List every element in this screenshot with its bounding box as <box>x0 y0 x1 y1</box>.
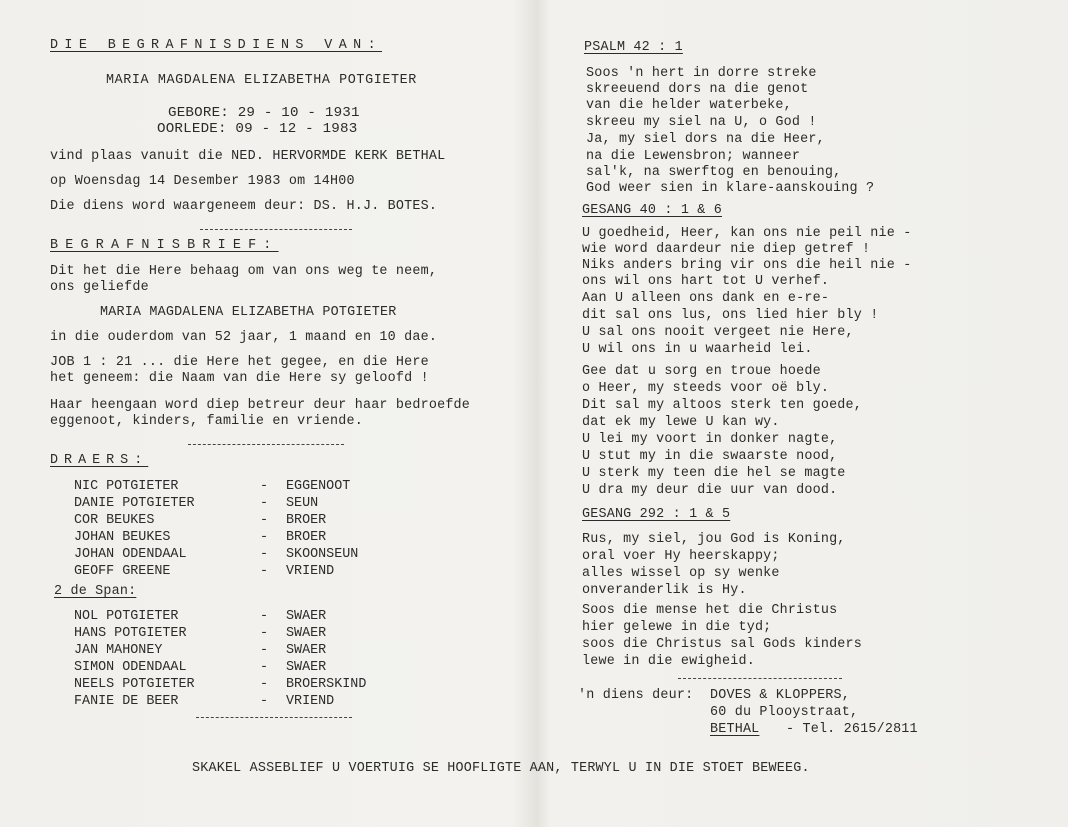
undertaker-town: BETHAL <box>710 722 760 737</box>
bearer-separator: - <box>260 694 269 709</box>
verse-line: Rus, my siel, jou God is Koning, <box>582 532 846 547</box>
bearer-separator: - <box>260 643 269 658</box>
bearer-separator: - <box>260 530 269 545</box>
verse-line: U sal ons nooit vergeet nie Here, <box>582 325 854 340</box>
officiant: Die diens word waargeneem deur: DS. H.J. BOTES. <box>50 199 438 214</box>
bearer-relation: SKOONSEUN <box>286 547 359 562</box>
undertaker-name: DOVES & KLOPPERS, <box>710 688 851 703</box>
divider <box>196 717 352 718</box>
verse-line: wie word daardeur nie diep getref ! <box>582 242 871 257</box>
deceased-name: MARIA MAGDALENA ELIZABETHA POTGIETER <box>106 73 417 88</box>
bearer-separator: - <box>260 609 269 624</box>
verse-line: soos die Christus sal Gods kinders <box>582 637 863 652</box>
verse-line: U lei my voort in donker nagte, <box>582 432 838 447</box>
verse-line: Soos die mense het die Christus <box>582 603 838 618</box>
bearer-separator: - <box>260 479 269 494</box>
verse-line: ons wil ons hart tot U verhef. <box>582 274 830 289</box>
verse-line: skreeu my siel na U, o God ! <box>586 115 817 130</box>
verse-line: o Heer, my steeds voor oë bly. <box>582 381 830 396</box>
birth-date: GEBORE: 29 - 10 - 1931 <box>168 105 360 121</box>
gesang-40-heading: GESANG 40 : 1 & 6 <box>582 203 723 218</box>
letter-line: ons geliefde <box>50 280 149 295</box>
divider <box>188 444 344 445</box>
undertaker-street: 60 du Plooystraat, <box>710 705 859 720</box>
gesang-292-heading: GESANG 292 : 1 & 5 <box>582 507 731 522</box>
verse-line: U sterk my teen die hel se magte <box>582 466 846 481</box>
divider <box>200 229 352 230</box>
bearer-relation: SEUN <box>286 496 319 511</box>
verse-line: van die helder waterbeke, <box>586 98 792 113</box>
verse-line: Gee dat u sorg en troue hoede <box>582 364 821 379</box>
bearer-name: NIC POTGIETER <box>74 479 179 494</box>
bearer-name: FANIE DE BEER <box>74 694 179 709</box>
verse-line: Soos 'n hert in dorre streke <box>586 66 817 81</box>
verse-line: U goedheid, Heer, kan ons nie peil nie - <box>582 226 912 241</box>
bearer-relation: SWAER <box>286 660 327 675</box>
bearer-relation: BROER <box>286 530 327 545</box>
verse-line: God weer sien in klare-aanskouing ? <box>586 181 875 196</box>
bearer-name: JOHAN ODENDAAL <box>74 547 187 562</box>
death-date: OORLEDE: 09 - 12 - 1983 <box>157 121 358 137</box>
verse-line: lewe in die ewigheid. <box>582 654 755 669</box>
bearer-separator: - <box>260 660 269 675</box>
bearer-relation: SWAER <box>286 609 327 624</box>
second-span-heading: 2 de Span: <box>54 584 137 599</box>
divider <box>678 678 842 679</box>
bearer-relation: VRIEND <box>286 694 335 709</box>
bearer-separator: - <box>260 513 269 528</box>
verse-line: skreeuend dors na die genot <box>586 82 809 97</box>
scripture-line: JOB 1 : 21 ... die Here het gegee, en die Here <box>50 355 429 370</box>
verse-line: dit sal ons lus, ons lied hier bly ! <box>582 308 879 323</box>
verse-line: U dra my deur die uur van dood. <box>582 483 838 498</box>
letter-age: in die ouderdom van 52 jaar, 1 maand en 10 dae. <box>50 330 438 345</box>
bearer-separator: - <box>260 677 269 692</box>
bearer-separator: - <box>260 626 269 641</box>
bearer-name: NEELS POTGIETER <box>74 677 195 692</box>
verse-line: U stut my in die swaarste nood, <box>582 449 838 464</box>
verse-line: hier gelewe in die tyd; <box>582 620 772 635</box>
bearer-name: DANIE POTGIETER <box>74 496 195 511</box>
bearer-relation: EGGENOOT <box>286 479 351 494</box>
letter-name: MARIA MAGDALENA ELIZABETHA POTGIETER <box>100 305 397 320</box>
bearer-name: JOHAN BEUKES <box>74 530 171 545</box>
undertaker-prefix: 'n diens deur: <box>578 688 694 703</box>
verse-line: Aan U alleen ons dank en e-re- <box>582 291 830 306</box>
letter-heading: BEGRAFNISBRIEF: <box>50 238 279 253</box>
verse-line: U wil ons in u waarheid lei. <box>582 342 813 357</box>
bearer-relation: BROERSKIND <box>286 677 367 692</box>
bearer-name: SIMON ODENDAAL <box>74 660 187 675</box>
verse-line: dat ek my lewe U kan wy. <box>582 415 780 430</box>
bearer-name: HANS POTGIETER <box>74 626 187 641</box>
mourning-line: eggenoot, kinders, familie en vriende. <box>50 414 363 429</box>
mourning-line: Haar heengaan word diep betreur deur haar bedroefde <box>50 398 471 413</box>
footer-notice: SKAKEL ASSEBLIEF U VOERTUIG SE HOOFLIGTE AAN, TERWYL U IN DIE STOET BEWEEG. <box>192 761 810 776</box>
bearer-name: COR BEUKES <box>74 513 155 528</box>
bearer-relation: BROER <box>286 513 327 528</box>
verse-line: alles wissel op sy wenke <box>582 566 780 581</box>
bearer-relation: SWAER <box>286 643 327 658</box>
verse-line: na die Lewensbron; wanneer <box>586 149 801 164</box>
bearer-name: NOL POTGIETER <box>74 609 179 624</box>
psalm-heading: PSALM 42 : 1 <box>584 40 683 55</box>
service-date: op Woensdag 14 Desember 1983 om 14H00 <box>50 174 355 189</box>
bearer-separator: - <box>260 564 269 579</box>
verse-line: oral voer Hy heerskappy; <box>582 549 780 564</box>
letter-line: Dit het die Here behaag om van ons weg te neem, <box>50 264 438 279</box>
scripture-line: het geneem: die Naam van die Here sy geloofd ! <box>50 371 429 386</box>
bearer-relation: SWAER <box>286 626 327 641</box>
bearer-name: JAN MAHONEY <box>74 643 163 658</box>
bearer-name: GEOFF GREENE <box>74 564 171 579</box>
verse-line: sal'k, na swerftog en benouing, <box>586 165 842 180</box>
verse-line: onveranderlik is Hy. <box>582 583 747 598</box>
service-place: vind plaas vanuit die NED. HERVORMDE KERK BETHAL <box>50 149 446 164</box>
verse-line: Niks anders bring vir ons die heil nie - <box>582 258 912 273</box>
bearer-separator: - <box>260 496 269 511</box>
undertaker-phone: - Tel. 2615/2811 <box>786 722 918 737</box>
bearers-heading: DRAERS: <box>50 453 149 468</box>
service-heading: DIE BEGRAFNISDIENS VAN: <box>50 38 383 53</box>
bearer-relation: VRIEND <box>286 564 335 579</box>
verse-line: Dit sal my altoos sterk ten goede, <box>582 398 863 413</box>
verse-line: Ja, my siel dors na die Heer, <box>586 132 825 147</box>
bearer-separator: - <box>260 547 269 562</box>
